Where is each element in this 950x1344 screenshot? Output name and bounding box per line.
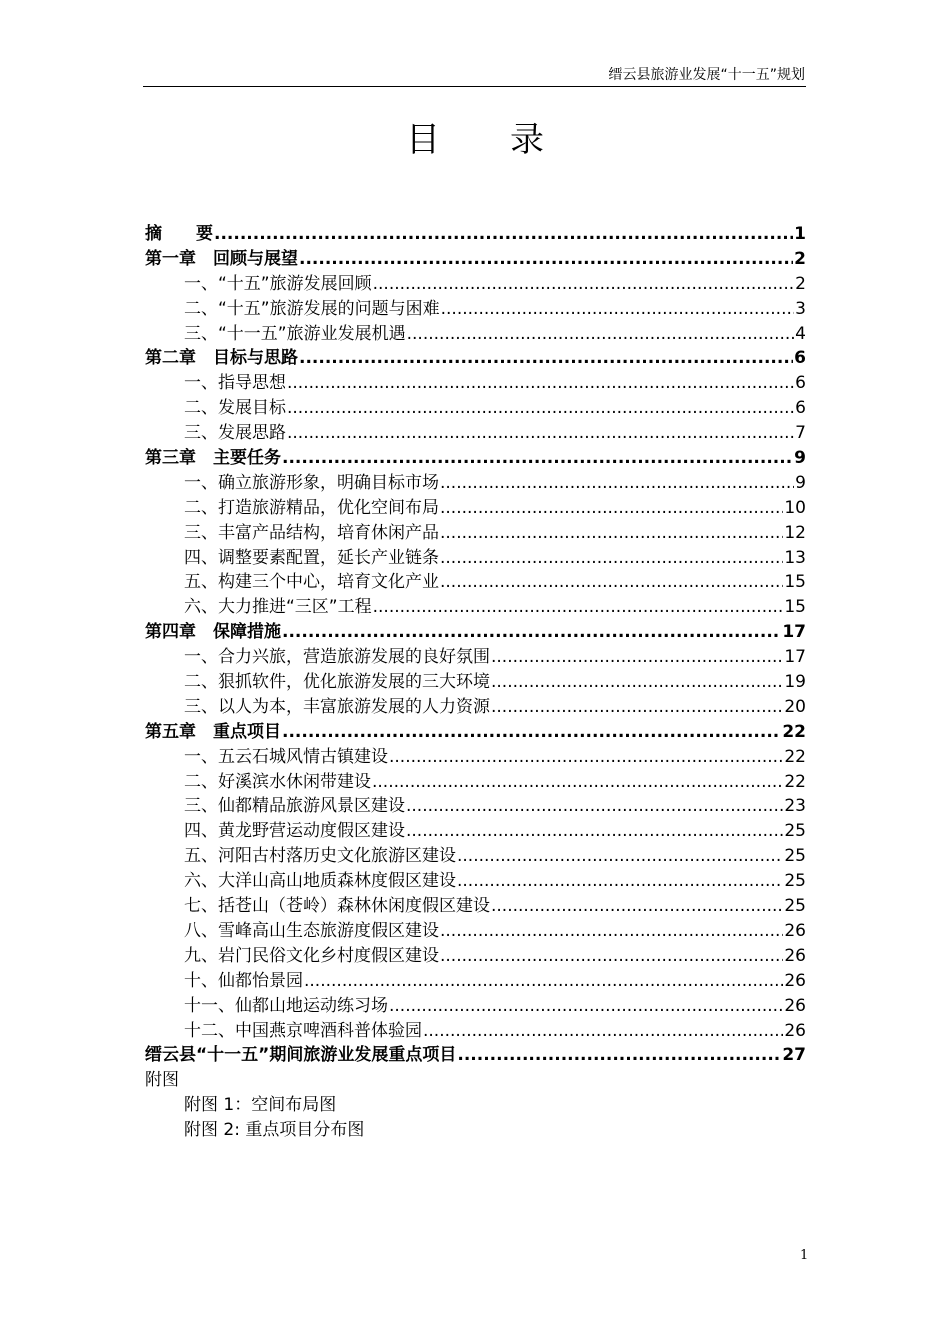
toc-entry-section[interactable] bbox=[145, 421, 806, 446]
toc-entry-label: 一、指导思想 bbox=[184, 373, 286, 394]
toc-entry-page: 25 bbox=[784, 871, 806, 892]
toc-entry-label: 二、“十五”旅游发展的问题与困难 bbox=[184, 298, 440, 319]
toc-entry-page: 17 bbox=[782, 622, 806, 643]
toc-entry-page: 2 bbox=[794, 248, 806, 269]
toc-leader bbox=[304, 969, 783, 994]
toc-entry-page: 27 bbox=[782, 1045, 806, 1066]
toc-title bbox=[0, 118, 950, 162]
toc-entry-section[interactable] bbox=[145, 1019, 806, 1044]
toc-entry-page: 3 bbox=[795, 298, 806, 319]
toc-entry-page: 15 bbox=[784, 572, 806, 593]
toc-entry-label: 十、仙都怡景园 bbox=[184, 970, 303, 991]
toc-entry-section[interactable] bbox=[145, 546, 806, 571]
toc-leader bbox=[440, 546, 783, 571]
toc-entry-page: 26 bbox=[784, 945, 806, 966]
toc-entry-label: 三、丰富产品结构，培育休闲产品 bbox=[184, 522, 439, 543]
toc-entry-page: 26 bbox=[784, 970, 806, 991]
toc-leader bbox=[372, 770, 783, 795]
toc-leader bbox=[299, 346, 793, 371]
toc-entry-section[interactable] bbox=[145, 869, 806, 894]
toc-entry-section[interactable] bbox=[145, 844, 806, 869]
toc-entry-page: 6 bbox=[795, 398, 806, 419]
toc-entry-section[interactable] bbox=[145, 595, 806, 620]
toc-entry-section[interactable] bbox=[145, 944, 806, 969]
toc-entry-page: 7 bbox=[795, 423, 806, 444]
toc-entry-label: 缙云县“十一五”期间旅游业发展重点项目 bbox=[145, 1045, 457, 1066]
toc-entry-label: 二、狠抓软件，优化旅游发展的三大环境 bbox=[184, 672, 490, 693]
toc-entry-section[interactable] bbox=[145, 396, 806, 421]
toc-leader bbox=[373, 595, 784, 620]
header-rule bbox=[143, 86, 806, 87]
toc-entry-label: 四、调整要素配置，延长产业链条 bbox=[184, 547, 439, 568]
toc-entry-page: 20 bbox=[784, 696, 806, 717]
toc-entry-label: 第五章 重点项目 bbox=[145, 721, 281, 742]
toc-leader bbox=[389, 745, 783, 770]
toc-entry-page: 15 bbox=[784, 597, 806, 618]
toc-entry-page: 10 bbox=[784, 497, 806, 518]
toc-entry-label: 四、黄龙野营运动度假区建设 bbox=[184, 821, 405, 842]
toc-entry-label: 五、构建三个中心，培育文化产业 bbox=[184, 572, 439, 593]
toc-entry-label: 第四章 保障措施 bbox=[145, 622, 281, 643]
toc-leader bbox=[423, 1019, 783, 1044]
toc-entry-section[interactable] bbox=[145, 770, 806, 795]
toc-entry-page: 9 bbox=[794, 448, 806, 469]
toc-leader bbox=[440, 521, 783, 546]
appendix-heading: 附图 bbox=[145, 1070, 179, 1091]
toc-entry-section[interactable] bbox=[145, 272, 806, 297]
toc-leader bbox=[457, 869, 783, 894]
toc-leader bbox=[282, 720, 781, 745]
toc-leader bbox=[491, 670, 783, 695]
toc-entry-label: 一、合力兴旅，营造旅游发展的良好氛围 bbox=[184, 647, 490, 668]
toc-entry-label: 二、好溪滨水休闲带建设 bbox=[184, 771, 371, 792]
toc-leader bbox=[214, 222, 793, 247]
toc-entry-section[interactable] bbox=[145, 670, 806, 695]
toc-entry-label: 五、河阳古村落历史文化旅游区建设 bbox=[184, 846, 456, 867]
toc-title-right: 录 bbox=[510, 120, 544, 160]
toc-entry-section[interactable] bbox=[145, 521, 806, 546]
toc-entry-page: 25 bbox=[784, 846, 806, 867]
toc-entry-label: 三、仙都精品旅游风景区建设 bbox=[184, 796, 405, 817]
toc-title-left: 目 bbox=[406, 120, 440, 160]
toc-entry-page: 13 bbox=[784, 547, 806, 568]
toc-entry-page: 26 bbox=[784, 920, 806, 941]
toc-entry-page: 22 bbox=[782, 721, 806, 742]
toc-entry-page: 6 bbox=[795, 373, 806, 394]
toc-entry-label: 十一、仙都山地运动练习场 bbox=[184, 995, 388, 1016]
toc-entry-summary[interactable] bbox=[145, 222, 806, 247]
toc-entry-page: 22 bbox=[784, 771, 806, 792]
toc-entry-chapter-4[interactable] bbox=[145, 620, 806, 645]
toc-entry-label: 六、大力推进“三区”工程 bbox=[184, 597, 372, 618]
toc-leader bbox=[457, 1043, 781, 1068]
toc-entry-page: 26 bbox=[784, 995, 806, 1016]
toc-entry-page: 6 bbox=[794, 348, 806, 369]
toc-entry-label: 六、大洋山高山地质森林度假区建设 bbox=[184, 871, 456, 892]
toc-entry-chapter-1[interactable] bbox=[145, 247, 806, 272]
toc-entry-section[interactable] bbox=[145, 645, 806, 670]
toc-entry-label: 九、岩门民俗文化乡村度假区建设 bbox=[184, 945, 439, 966]
toc-entry-page: 25 bbox=[784, 821, 806, 842]
toc-entry-page: 25 bbox=[784, 896, 806, 917]
toc-entry-section[interactable] bbox=[145, 570, 806, 595]
toc-leader bbox=[491, 894, 783, 919]
toc-entry-page: 23 bbox=[784, 796, 806, 817]
toc-leader bbox=[282, 446, 793, 471]
toc-entry-section[interactable] bbox=[145, 969, 806, 994]
toc-entry-label: 第一章 回顾与展望 bbox=[145, 248, 298, 269]
toc-leader bbox=[407, 322, 795, 347]
toc-entry-section[interactable] bbox=[145, 745, 806, 770]
toc-entry-label: 三、“十一五”旅游业发展机遇 bbox=[184, 323, 406, 344]
toc-leader bbox=[282, 620, 781, 645]
toc-leader bbox=[299, 247, 793, 272]
toc-entry-section[interactable] bbox=[145, 994, 806, 1019]
toc-entry-label: 十二、中国燕京啤酒科普体验园 bbox=[184, 1020, 422, 1041]
toc-entry-label: 第三章 主要任务 bbox=[145, 448, 281, 469]
toc-leader bbox=[440, 944, 783, 969]
toc-entry-page: 22 bbox=[784, 746, 806, 767]
toc-entry-page: 4 bbox=[795, 323, 806, 344]
toc-entry-label: 三、以人为本，丰富旅游发展的人力资源 bbox=[184, 696, 490, 717]
toc-leader bbox=[440, 471, 794, 496]
header-title: 缙云县旅游业发展“十一五”规划 bbox=[608, 67, 805, 83]
toc-leader bbox=[373, 272, 795, 297]
toc-entry-label: 一、确立旅游形象，明确目标市场 bbox=[184, 472, 439, 493]
toc-leader bbox=[389, 994, 783, 1019]
toc-entry-section[interactable] bbox=[145, 471, 806, 496]
toc-entry-page: 26 bbox=[784, 1020, 806, 1041]
toc-entry-chapter-2[interactable] bbox=[145, 346, 806, 371]
toc-leader bbox=[440, 919, 783, 944]
toc-entry-label: 八、雪峰高山生态旅游度假区建设 bbox=[184, 920, 439, 941]
toc-entry-section[interactable] bbox=[145, 919, 806, 944]
toc-entry-section[interactable] bbox=[145, 297, 806, 322]
toc-leader bbox=[441, 297, 795, 322]
appendix-item[interactable]: 附图 1：空间布局图 bbox=[184, 1095, 337, 1116]
toc-entry-page: 17 bbox=[784, 647, 806, 668]
toc-leader bbox=[287, 421, 794, 446]
toc-entry-label: 摘 要 bbox=[145, 224, 213, 244]
toc-entry-section[interactable] bbox=[145, 894, 806, 919]
toc-entry-page: 9 bbox=[795, 472, 806, 493]
toc-leader bbox=[406, 794, 783, 819]
toc-entry-label: 二、打造旅游精品，优化空间布局 bbox=[184, 497, 439, 518]
toc-entry-section[interactable] bbox=[145, 322, 806, 347]
toc-entry-label: 三、发展思路 bbox=[184, 423, 286, 444]
toc-leader bbox=[287, 396, 794, 421]
toc-entry-section[interactable] bbox=[145, 695, 806, 720]
appendix-item[interactable]: 附图 2: 重点项目分布图 bbox=[184, 1120, 365, 1141]
toc-entry-section[interactable] bbox=[145, 794, 806, 819]
toc-entry-label: 二、发展目标 bbox=[184, 398, 286, 419]
toc-entry-label: 七、括苍山（苍岭）森林休闲度假区建设 bbox=[184, 896, 490, 917]
toc-leader bbox=[457, 844, 783, 869]
toc-entry-label: 第二章 目标与思路 bbox=[145, 348, 298, 369]
toc-entry-chapter-5[interactable] bbox=[145, 720, 806, 745]
toc-entry-chapter-3[interactable] bbox=[145, 446, 806, 471]
toc-entry-key-projects[interactable] bbox=[145, 1043, 806, 1068]
toc-entry-section[interactable] bbox=[145, 496, 806, 521]
toc-entry-page: 2 bbox=[795, 273, 806, 294]
toc-entry-page: 19 bbox=[784, 672, 806, 693]
toc-leader bbox=[491, 695, 783, 720]
toc-leader bbox=[440, 496, 783, 521]
page-number: 1 bbox=[800, 1248, 809, 1263]
toc-entry-label: 一、“十五”旅游发展回顾 bbox=[184, 273, 372, 294]
toc-leader bbox=[491, 645, 783, 670]
toc-leader bbox=[406, 819, 783, 844]
toc-leader bbox=[287, 371, 794, 396]
toc-entry-page: 12 bbox=[784, 522, 806, 543]
table-of-contents bbox=[145, 222, 806, 1143]
toc-leader bbox=[440, 570, 783, 595]
toc-entry-section[interactable] bbox=[145, 371, 806, 396]
toc-entry-section[interactable] bbox=[145, 819, 806, 844]
toc-entry-label: 一、五云石城风情古镇建设 bbox=[184, 746, 388, 767]
toc-entry-page: 1 bbox=[794, 224, 806, 244]
